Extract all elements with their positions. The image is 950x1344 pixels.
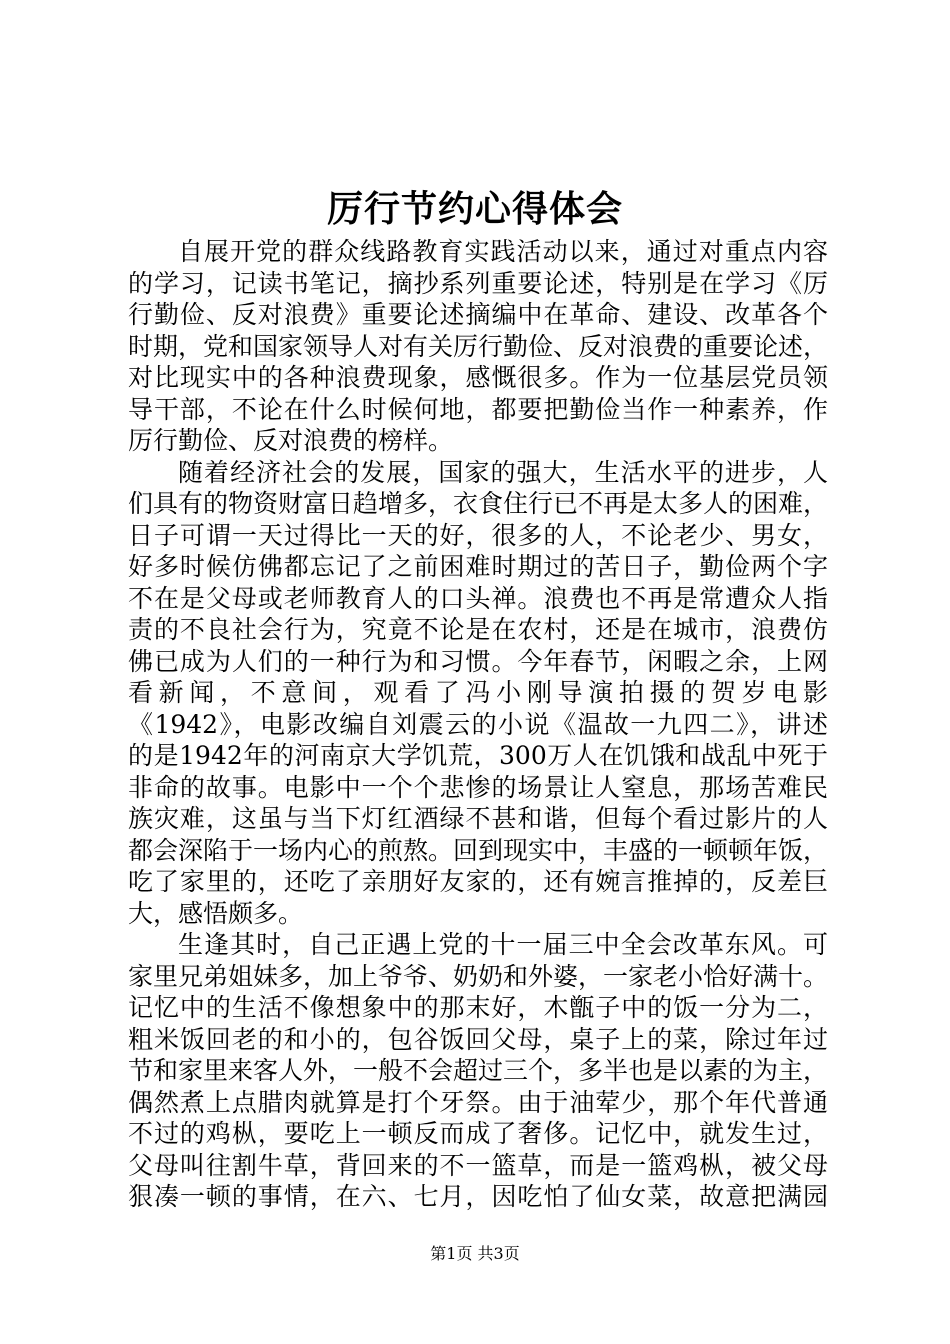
text-line: 父母叫往割牛草，背回来的不一篮草，而是一篮鸡枞，被父母 [128,1150,828,1180]
text-line: 的学习，记读书笔记，摘抄系列重要论述，特别是在学习《厉 [128,268,828,298]
text-line: 都会深陷于一场内心的煎熬。回到现实中，丰盛的一顿顿年饭， [128,835,828,865]
text-line: 狠凑一顿的事情，在六、七月，因吃怕了仙女菜，故意把满园 [128,1182,828,1211]
text-line: 随着经济社会的发展，国家的强大，生活水平的进步，人 [178,457,828,487]
text-line: 节和家里来客人外，一般不会超过三个，多半也是以素的为主， [128,1056,828,1085]
text-line: 不在是父母或老师教育人的口头禅。浪费也不再是常遭众人指 [128,583,828,613]
text-line: 的是1942年的河南京大学饥荒，300万人在饥饿和战乱中死于 [128,741,828,770]
text-line: 佛已成为人们的一种行为和习惯。今年春节，闲暇之余，上网 [128,646,828,676]
text-line: 不过的鸡枞，要吃上一顿反而成了奢侈。记忆中，就发生过， [128,1119,828,1148]
text-line: 粗米饭回老的和小的，包谷饭回父母，桌子上的菜，除过年过 [128,1024,828,1054]
text-line: 记忆中的生活不像想象中的那末好，木甑子中的饭一分为二， [128,993,828,1022]
text-line: 偶然煮上点腊肉就算是打个牙祭。由于油荤少，那个年代普通 [128,1087,828,1117]
text-line: 生逢其时，自己正遇上党的十一届三中全会改革东风。可 [178,930,828,959]
text-line: 厉行勤俭、反对浪费的榜样。 [128,426,454,455]
text-line: 看新闻，不意间，观看了冯小刚导演拍摄的贺岁电影 [128,678,828,707]
text-line: 自展开党的群众线路教育实践活动以来，通过对重点内容 [178,237,828,266]
text-line: 大，感悟颇多。 [128,898,304,928]
text-line: 好多时候仿佛都忘记了之前困难时期过的苦日子，勤俭两个字 [128,552,828,581]
page-footer: 第1页 共3页 [430,1244,520,1263]
text-line: 吃了家里的，还吃了亲朋好友家的，还有婉言推掉的，反差巨 [128,867,828,896]
text-line: 行勤俭、反对浪费》重要论述摘编中在革命、建设、改革各个 [128,300,828,329]
text-line: 家里兄弟姐妹多，加上爷爷、奶奶和外婆，一家老小恰好满十。 [128,961,828,991]
text-line: 日子可谓一天过得比一天的好，很多的人，不论老少、男女， [128,520,828,550]
text-line: 责的不良社会行为，究竟不论是在农村，还是在城市，浪费仿 [128,615,828,644]
document-body [128,236,828,1213]
text-line: 导干部，不论在什么时候何地，都要把勤俭当作一种素养，作 [128,394,828,424]
text-line: 们具有的物资财富日趋增多，衣食住行已不再是太多人的困难， [128,489,828,518]
text-line: 时期，党和国家领导人对有关厉行勤俭、反对浪费的重要论述， [128,331,828,361]
text-line: 非命的故事。电影中一个个悲惨的场景让人窒息，那场苦难民 [128,772,828,802]
text-line: 《1942》，电影改编自刘震云的小说《温故一九四二》，讲述 [128,709,828,739]
text-line: 对比现实中的各种浪费现象，感慨很多。作为一位基层党员领 [128,363,828,392]
document-title: 厉行节约心得体会 [326,188,623,230]
text-line: 族灾难，这虽与当下灯红酒绿不甚和谐，但每个看过影片的人 [128,804,828,833]
